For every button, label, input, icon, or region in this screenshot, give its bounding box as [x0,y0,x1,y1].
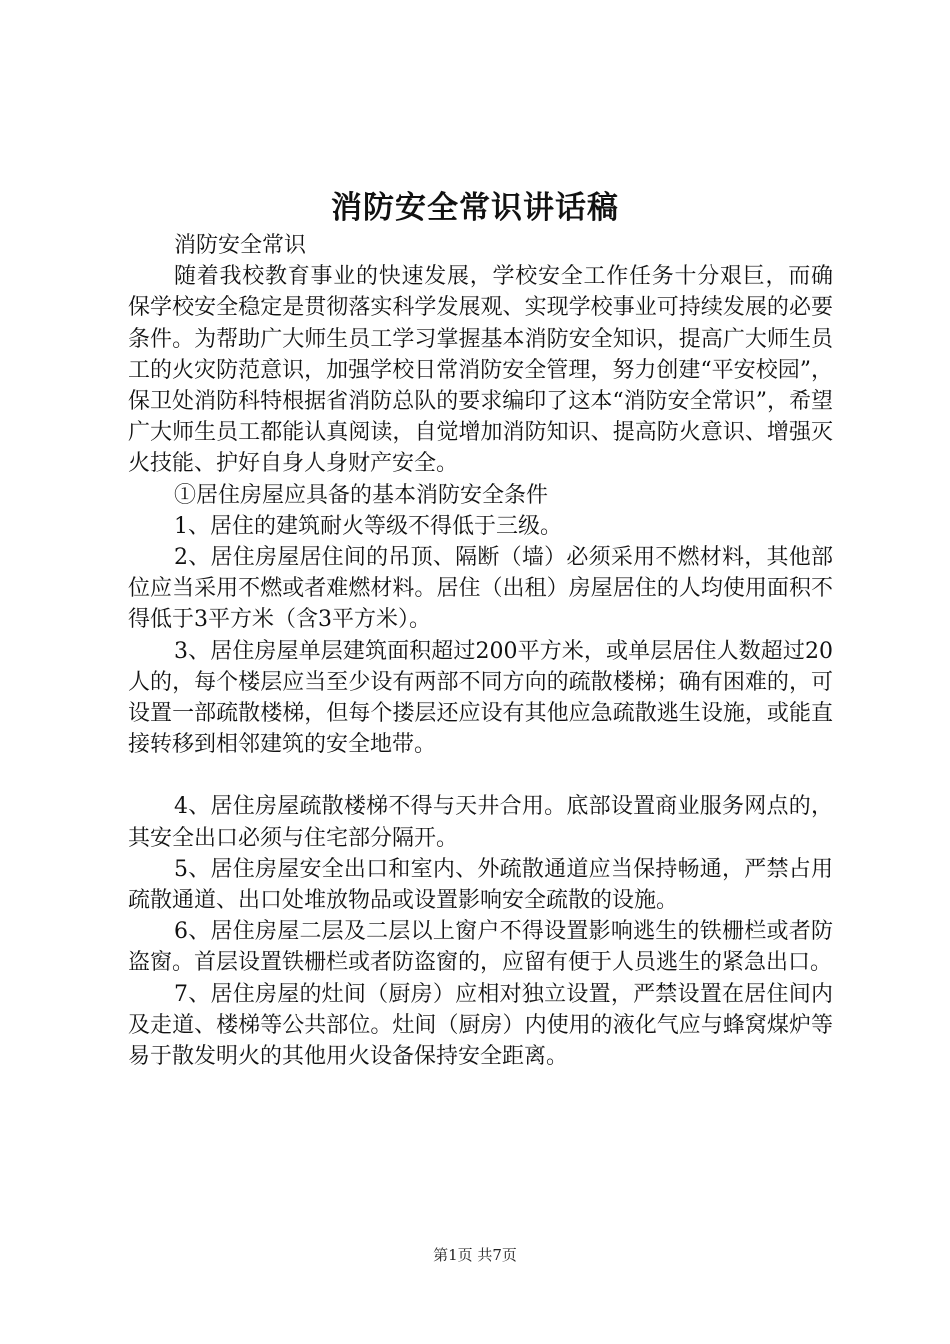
document-title: 消防安全常识讲话稿 [331,190,619,226]
paragraph-section-heading: 消防安全常识 [174,233,307,258]
paragraph-spacer [128,760,833,791]
paragraph-subheading: ①居住房屋应具备的基本消防安全条件 [174,482,549,508]
paragraph-item-3: 3、居住房屋单层建筑面积超过200平方米，或单层居住人数超过20人的，每个楼层应当至少设有两部不同方向的疏散楼梯；确有困难的，可设置一部疏散楼梯，但每个搂层还应设有其他应急疏散逃生设施，或能直接转移到相邻建筑的安全地带。 [128,638,833,758]
paragraph-item-6: 6、居住房屋二层及二层以上窗户不得设置影响逃生的铁栅栏或者防盗窗。首层设置铁栅栏或者防盗窗的，应留有便于人员逃生的紧急出口。 [128,919,833,976]
paragraph-intro: 随着我校教育事业的快速发展，学校安全工作任务十分艰巨，而确保学校安全稳定是贯彻落实科学发展观、实现学校事业可持续发展的必要条件。为帮助广大师生员工学习掌握基本消防安全知识，提高广大师生员工的火灾防范意识，加强学校日常消防安全管理，努力创建“平安校园”，保卫处消防科特根据省消防总队的要求编印了这本“消防安全常识”，希望广大师生员工都能认真阅读，自觉增加消防知识、提高防火意识、增强灭火技能、护好自身人身财产安全。 [128,264,833,477]
paragraph-item-5: 5、居住房屋安全出口和室内、外疏散通道应当保持畅通，严禁占用疏散通道、出口处堆放物品或设置影响安全疏散的设施。 [128,856,833,914]
page-number-footer: 第1页 共7页 [433,1246,517,1264]
paragraph-item-2: 2、居住房屋居住间的吊顶、隔断（墙）必须采用不燃材料，其他部位应当采用不燃或者难燃材料。居住（出租）房屋居住的人均使用面积不得低于3平方米（含3平方米）。 [128,545,833,633]
paragraph-item-7: 7、居住房屋的灶间（厨房）应相对独立设置，严禁设置在居住间内及走道、楼梯等公共部位。灶间（厨房）内使用的液化气应与蜂窝煤炉等易于散发明火的其他用火设备保持安全距离。 [128,981,833,1070]
document-body [128,230,833,1072]
paragraph-item-1: 1、居住的建筑耐火等级不得低于三级。 [174,513,562,539]
paragraph-item-4: 4、居住房屋疏散楼梯不得与天井合用。底部设置商业服务网点的，其安全出口必须与住宅部分隔开。 [128,794,833,851]
